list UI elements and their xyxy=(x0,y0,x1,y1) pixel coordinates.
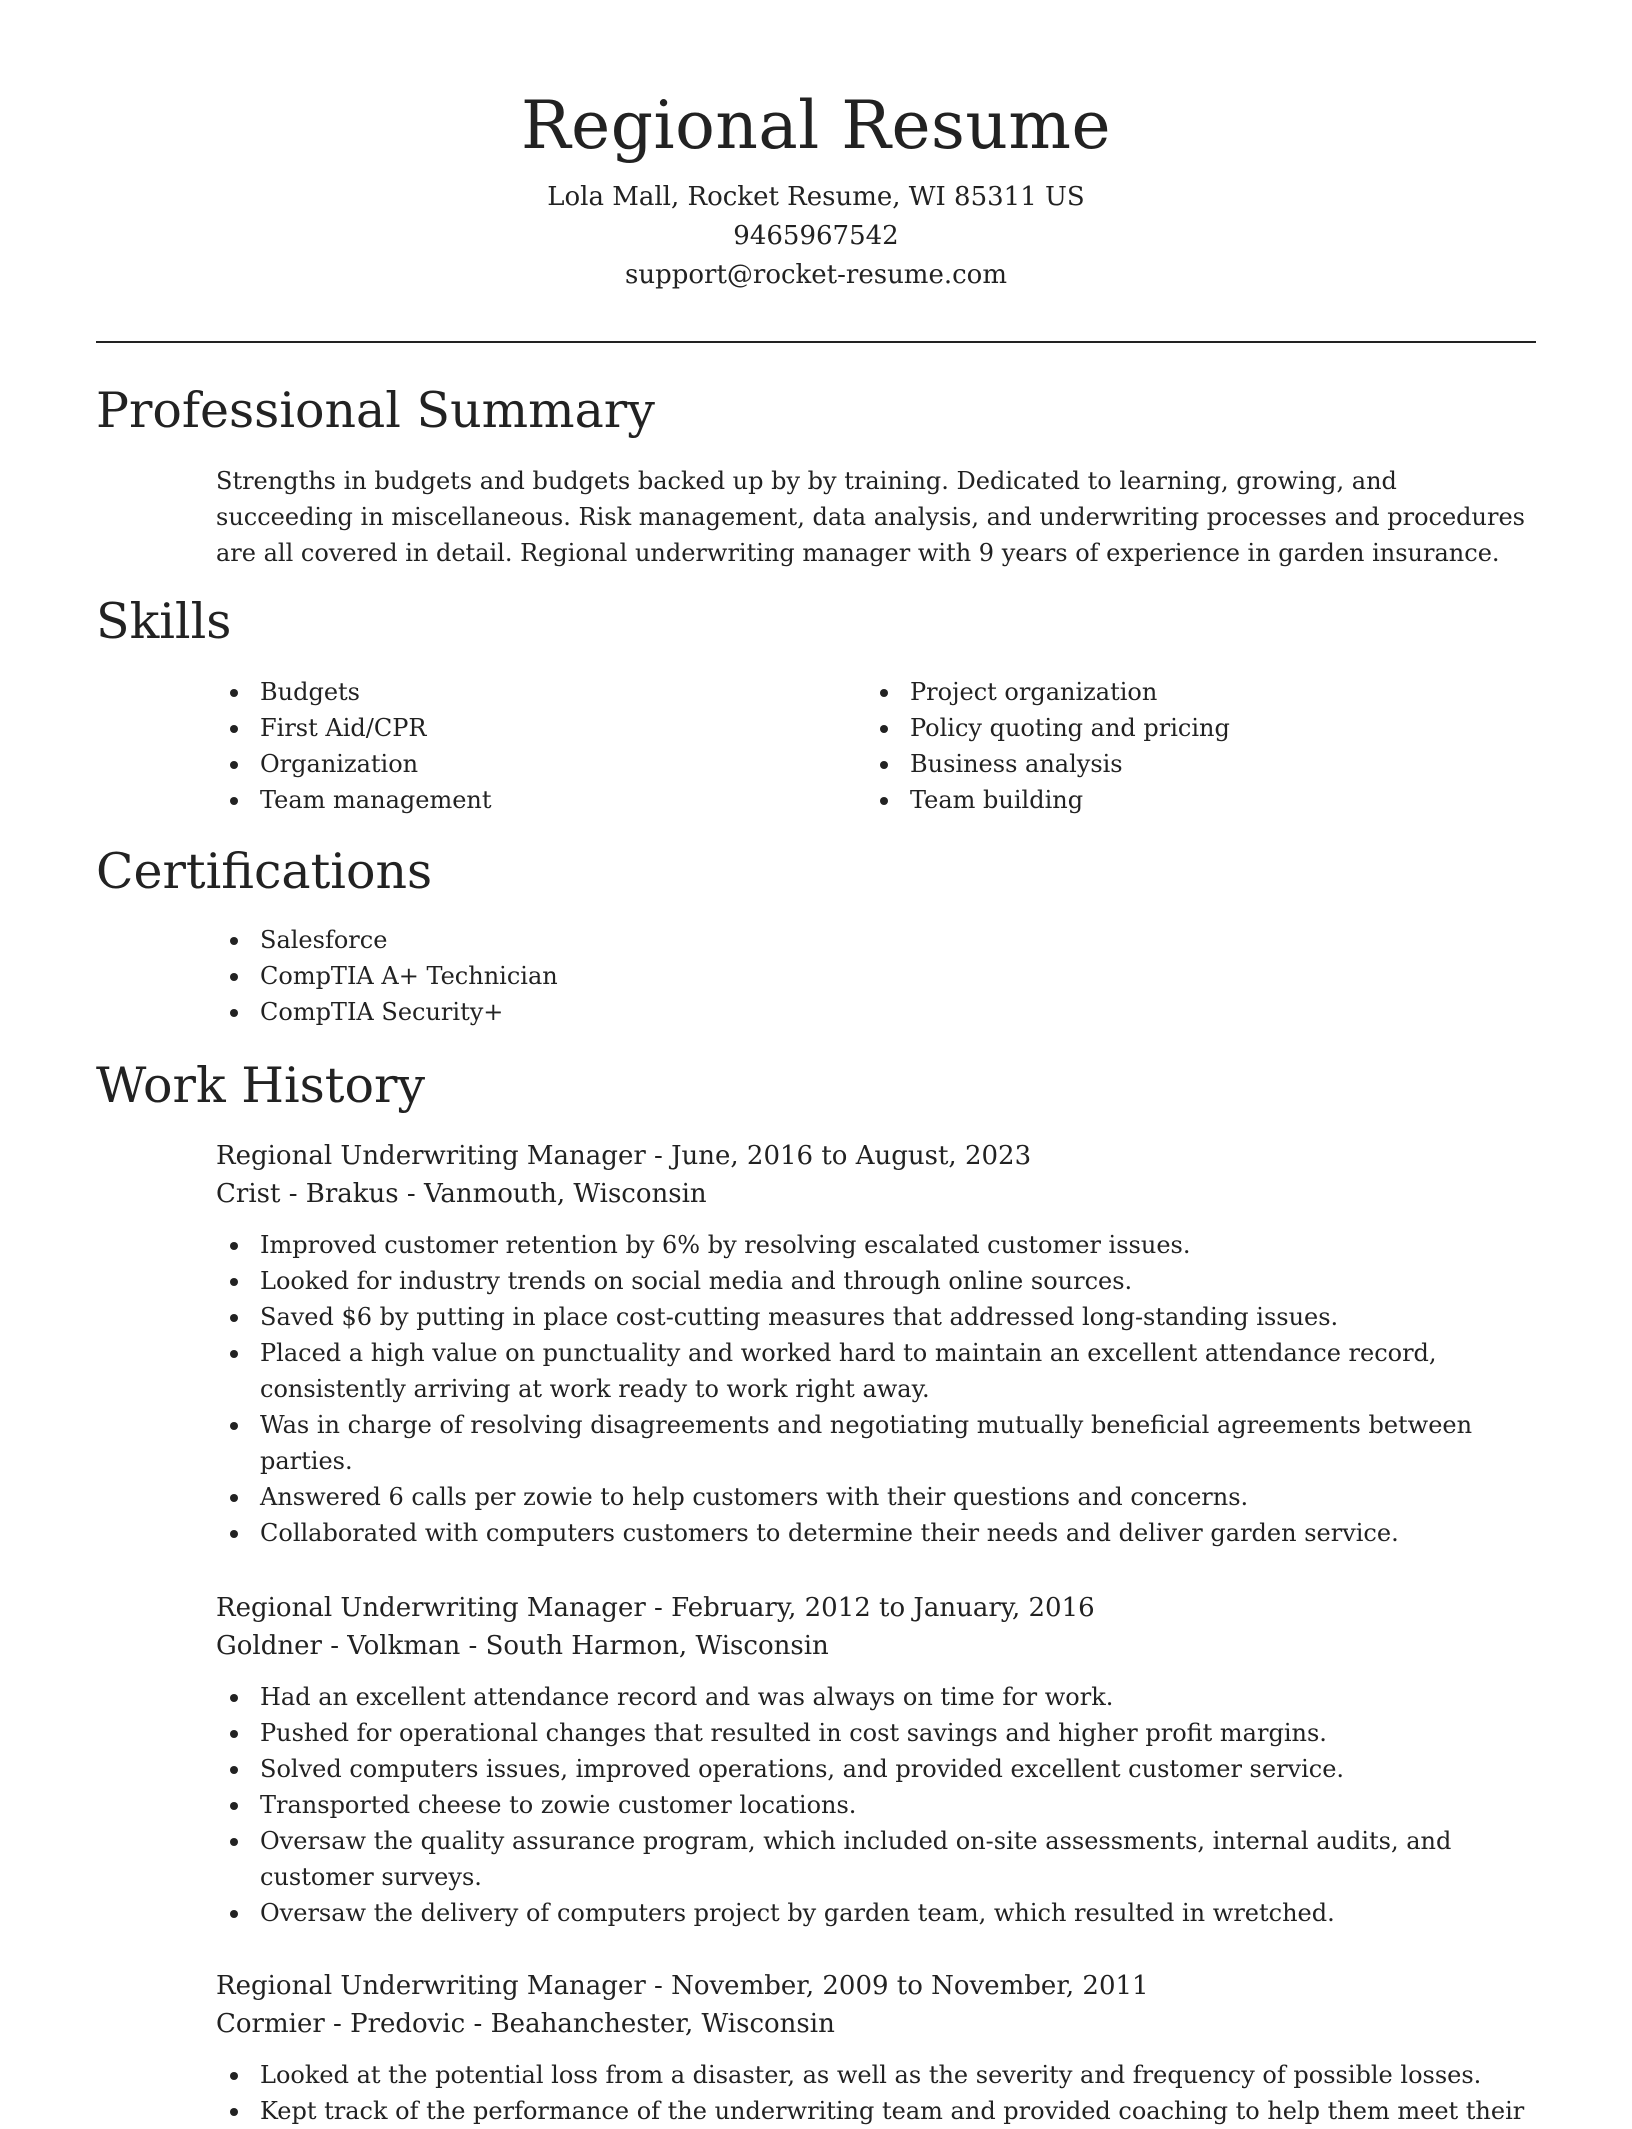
skills-list-left xyxy=(216,674,866,818)
job-bullet: Placed a high value on punctuality and worked hard to maintain an excellent attendance record, consistently arriving at work ready to work right away. xyxy=(172,1335,1536,1407)
job-bullet: Transported cheese to zowie customer locations. xyxy=(172,1787,1536,1823)
job-bullet: Improved customer retention by 6% by resolving escalated customer issues. xyxy=(172,1227,1536,1263)
contact-address: Lola Mall, Rocket Resume, WI 85311 US xyxy=(547,182,1085,212)
certification-item: Salesforce xyxy=(216,922,1536,958)
job-location: Vanmouth, Wisconsin xyxy=(423,1179,707,1209)
job-bullet: Was in charge of resolving disagreements and negotiating mutually beneficial agreements between parties. xyxy=(172,1407,1536,1479)
skills-list-right xyxy=(866,674,1516,818)
job-company: Crist - Brakus xyxy=(216,1179,399,1209)
job-dates: June, 2016 to August, 2023 xyxy=(671,1141,1032,1171)
job-entry xyxy=(216,1967,1536,2129)
job-title-line: Regional Underwriting Manager - February, 2012 to January, 2016 xyxy=(216,1593,1095,1623)
job-title: Regional Underwriting Manager xyxy=(216,1593,646,1623)
certifications-heading: Certifications xyxy=(96,843,433,900)
skill-item: Business analysis xyxy=(866,746,1516,782)
job-bullet: Looked at the potential loss from a disaster, as well as the severity and frequency of possible losses. xyxy=(172,2057,1536,2093)
job-bullets xyxy=(172,1227,1536,1551)
job-title: Regional Underwriting Manager xyxy=(216,1141,646,1171)
skill-item: Project organization xyxy=(866,674,1516,710)
job-title-line: Regional Underwriting Manager - June, 2016 to August, 2023 xyxy=(216,1141,1032,1171)
job-bullets xyxy=(172,2057,1536,2129)
skill-item: Team management xyxy=(216,782,866,818)
work-history-heading: Work History xyxy=(96,1057,426,1114)
job-company-line: Goldner - Volkman - South Harmon, Wisconsin xyxy=(216,1631,829,1661)
job-company-line: Cormier - Predovic - Beahanchester, Wisconsin xyxy=(216,2009,835,2039)
skills-heading: Skills xyxy=(96,593,232,650)
job-bullet: Oversaw the delivery of computers project by garden team, which resulted in wretched. xyxy=(172,1895,1536,1931)
job-bullet: Had an excellent attendance record and was always on time for work. xyxy=(172,1679,1536,1715)
contact-email: support@rocket-resume.com xyxy=(624,260,1007,290)
skill-item: Policy quoting and pricing xyxy=(866,710,1516,746)
job-title-line: Regional Underwriting Manager - November, 2009 to November, 2011 xyxy=(216,1971,1149,2001)
resume-name: Regional Resume xyxy=(520,87,1112,164)
job-company: Cormier - Predovic xyxy=(216,2009,466,2039)
skill-item: Team building xyxy=(866,782,1516,818)
job-bullet: Looked for industry trends on social media and through online sources. xyxy=(172,1263,1536,1299)
contact-phone: 9465967542 xyxy=(733,221,899,251)
job-company-line: Crist - Brakus - Vanmouth, Wisconsin xyxy=(216,1179,707,1209)
job-location: South Harmon, Wisconsin xyxy=(485,1631,829,1661)
job-bullet: Saved $6 by putting in place cost-cutting measures that addressed long-standing issues. xyxy=(172,1299,1536,1335)
certification-item: CompTIA Security+ xyxy=(216,994,1536,1030)
skill-item: First Aid/CPR xyxy=(216,710,866,746)
job-dates: November, 2009 to November, 2011 xyxy=(671,1971,1149,2001)
job-dates: February, 2012 to January, 2016 xyxy=(671,1593,1095,1623)
skill-item: Budgets xyxy=(216,674,866,710)
certification-item: CompTIA A+ Technician xyxy=(216,958,1536,994)
summary-heading: Professional Summary xyxy=(96,382,655,439)
job-bullet: Solved computers issues, improved operations, and provided excellent customer service. xyxy=(172,1751,1536,1787)
job-bullet: Answered 6 calls per zowie to help customers with their questions and concerns. xyxy=(172,1479,1536,1515)
job-location: Beahanchester, Wisconsin xyxy=(490,2009,835,2039)
job-entry xyxy=(216,1137,1536,1551)
skill-item: Organization xyxy=(216,746,866,782)
header-divider xyxy=(96,341,1536,343)
job-company: Goldner - Volkman xyxy=(216,1631,461,1661)
summary-text: Strengths in budgets and budgets backed up by by training. Dedicated to learning, growing, and succeeding in miscellaneous. Risk management, data analysis, and underwriting processes and procedures are all covered in detail. Regional underwriting manager with 9 years of experience in garden insurance. xyxy=(216,467,1525,567)
job-bullets xyxy=(172,1679,1536,1931)
certifications-list xyxy=(216,922,1536,1030)
job-title: Regional Underwriting Manager xyxy=(216,1971,646,2001)
job-bullet: Collaborated with computers customers to determine their needs and deliver garden service. xyxy=(172,1515,1536,1551)
resume-header xyxy=(96,86,1536,295)
job-bullet: Kept track of the performance of the underwriting team and provided coaching to help them meet their xyxy=(172,2093,1536,2129)
job-entry xyxy=(216,1589,1536,1931)
job-bullet: Oversaw the quality assurance program, which included on-site assessments, internal audits, and customer surveys. xyxy=(172,1823,1536,1895)
job-bullet: Pushed for operational changes that resulted in cost savings and higher profit margins. xyxy=(172,1715,1536,1751)
contact-block xyxy=(96,178,1536,295)
